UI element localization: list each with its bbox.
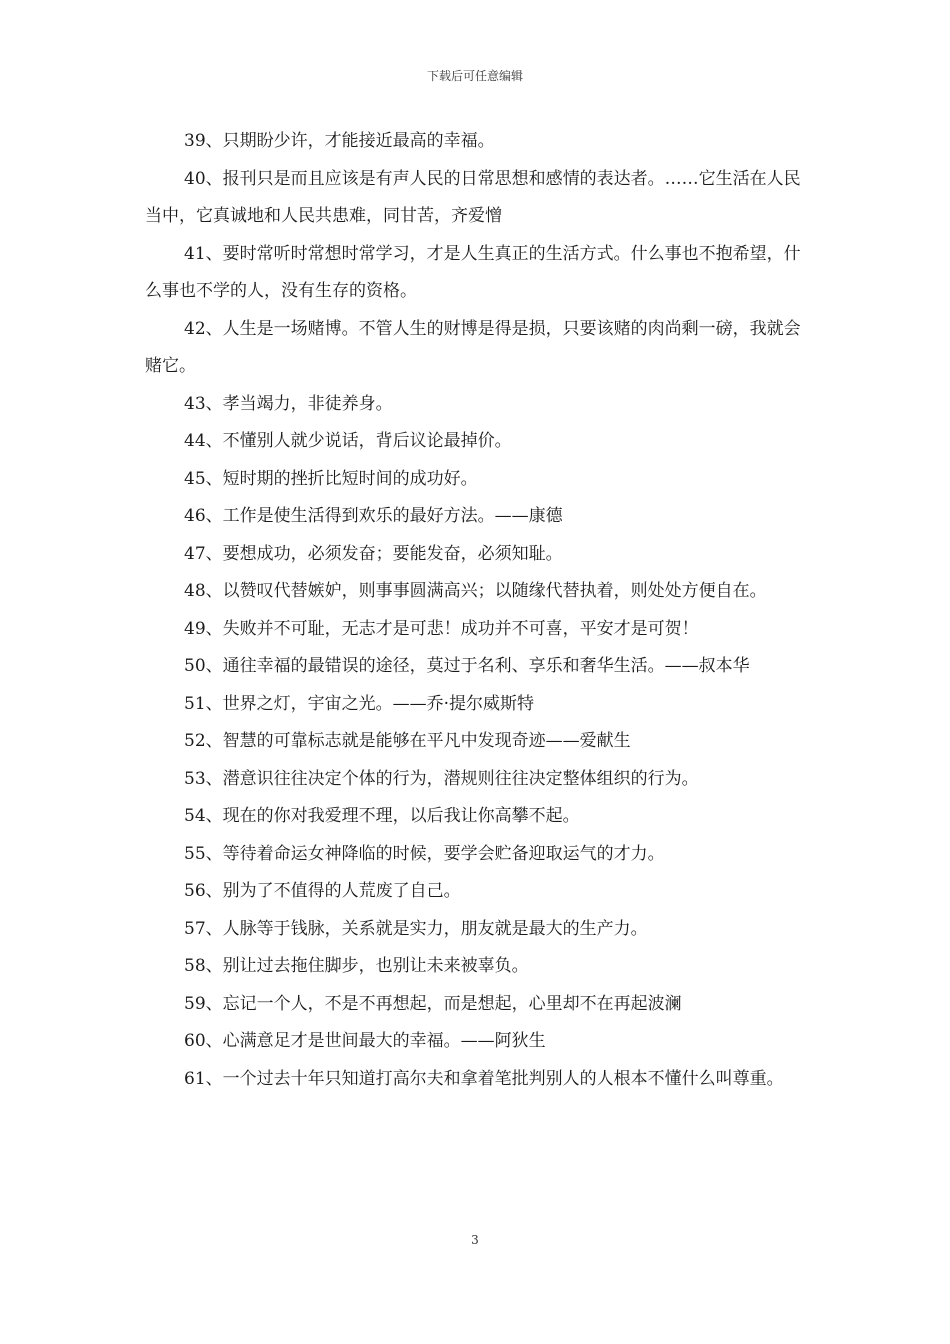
paragraph-41: 41、要时常听时常想时常学习，才是人生真正的生活方式。什么事也不抱希望，什么事也不学的人，没有生存的资格。 xyxy=(145,243,801,301)
paragraph-39: 39、只期盼少许，才能接近最高的幸福。 xyxy=(184,131,495,151)
paragraph-54: 54、现在的你对我爱理不理，以后我让你高攀不起。 xyxy=(184,806,580,826)
paragraph-56: 56、别为了不值得的人荒废了自己。 xyxy=(184,881,461,901)
paragraph-52: 52、智慧的可靠标志就是能够在平凡中发现奇迹——爱献生 xyxy=(184,731,631,751)
paragraph-55: 55、等待着命运女神降临的时候，要学会贮备迎取运气的才力。 xyxy=(184,843,665,864)
paragraph-48: 48、以赞叹代替嫉妒，则事事圆满高兴；以随缘代替执着，则处处方便自在。 xyxy=(184,581,767,601)
paragraph-45: 45、短时期的挫折比短时间的成功好。 xyxy=(184,468,478,489)
paragraph-42: 42、人生是一场赌博。不管人生的财博是得是损，只要该赌的肉尚剩一磅，我就会赌它。 xyxy=(145,318,801,376)
paragraph-60: 60、心满意足才是世间最大的幸福。——阿狄生 xyxy=(184,1031,546,1051)
paragraph-53: 53、潜意识往往决定个体的行为，潜规则往往决定整体组织的行为。 xyxy=(184,768,699,789)
paragraph-43: 43、孝当竭力，非徒养身。 xyxy=(184,393,393,414)
paragraph-51: 51、世界之灯，宇宙之光。——乔·提尔威斯特 xyxy=(184,693,535,714)
paragraph-47: 47、要想成功，必须发奋；要能发奋，必须知耻。 xyxy=(184,543,563,564)
paragraph-59: 59、忘记一个人，不是不再想起，而是想起，心里却不在再起波澜 xyxy=(184,993,682,1014)
page-number: 3 xyxy=(471,1233,479,1247)
page-header: 下载后可任意编辑 xyxy=(426,69,523,83)
paragraph-44: 44、不懂别人就少说话，背后议论最掉价。 xyxy=(184,431,512,451)
paragraph-61: 61、一个过去十年只知道打高尔夫和拿着笔批判别人的人根本不懂什么叫尊重。 xyxy=(184,1068,784,1089)
paragraph-49: 49、失败并不可耻，无志才是可悲！成功并不可喜，平安才是可贺！ xyxy=(184,618,699,639)
document-body xyxy=(145,123,817,1098)
paragraph-46: 46、工作是使生活得到欢乐的最好方法。——康德 xyxy=(184,506,563,526)
paragraph-50: 50、通往幸福的最错误的途径，莫过于名利、享乐和奢华生活。——叔本华 xyxy=(184,656,750,676)
paragraph-58: 58、别让过去拖住脚步，也别让未来被辜负。 xyxy=(184,956,529,976)
paragraph-57: 57、人脉等于钱脉，关系就是实力，朋友就是最大的生产力。 xyxy=(184,918,648,939)
paragraph-40: 40、报刊只是而且应该是有声人民的日常思想和感情的表达者。……它生活在人民当中，它真诚地和人民共患难，同甘苦，齐爱憎 xyxy=(145,168,801,226)
